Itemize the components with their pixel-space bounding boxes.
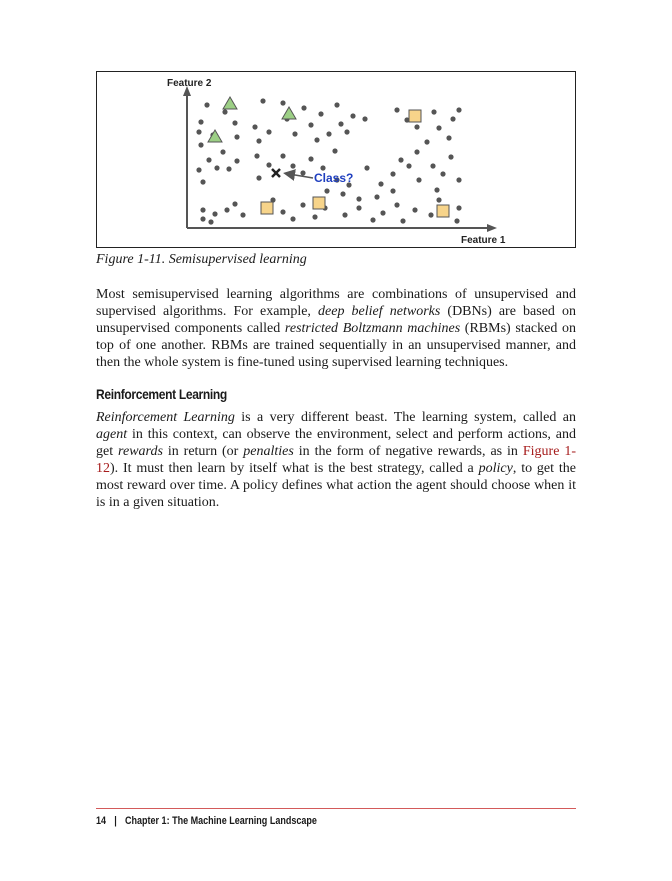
square-point: [261, 202, 273, 214]
data-point: [332, 148, 337, 153]
data-point: [356, 205, 361, 210]
section-heading: Reinforcement Learning: [96, 386, 227, 402]
term-rbm: restricted Boltzmann machines: [284, 321, 461, 336]
data-point: [414, 149, 419, 154]
y-axis-label: Feature 2: [167, 78, 212, 89]
data-point: [256, 138, 261, 143]
data-point: [308, 122, 313, 127]
x-axis-arrow: [487, 224, 497, 232]
data-point: [390, 188, 395, 193]
data-point: [448, 154, 453, 159]
data-point: [428, 212, 433, 217]
data-point: [266, 129, 271, 134]
data-point: [416, 177, 421, 182]
triangle-point: [223, 97, 237, 109]
data-point: [431, 109, 436, 114]
data-point: [318, 111, 323, 116]
data-point: [440, 171, 445, 176]
class-annotation: Class?: [314, 171, 354, 185]
data-point: [300, 202, 305, 207]
data-point: [240, 212, 245, 217]
data-point: [280, 153, 285, 158]
term-policy: policy: [478, 461, 513, 476]
term-penalties: penalties: [243, 444, 294, 459]
data-point: [436, 125, 441, 130]
data-point: [226, 166, 231, 171]
term-agent: agent: [96, 427, 128, 442]
data-point: [256, 175, 261, 180]
data-point: [370, 217, 375, 222]
text-run: Most semisupervised learning algorithms are combinations of unsupervised and supervised algorithms. For example,: [96, 287, 576, 319]
data-point: [434, 187, 439, 192]
data-point: [314, 137, 319, 142]
data-point: [446, 135, 451, 140]
data-point: [198, 142, 203, 147]
data-point: [414, 124, 419, 129]
data-point: [301, 105, 306, 110]
data-point: [340, 191, 345, 196]
data-point: [456, 177, 461, 182]
data-point: [200, 179, 205, 184]
term-rewards: rewards: [118, 444, 163, 459]
data-point: [212, 211, 217, 216]
data-point: [280, 100, 285, 105]
data-point: [200, 207, 205, 212]
data-point: [456, 205, 461, 210]
data-point: [450, 116, 455, 121]
data-point: [300, 170, 305, 175]
triangle-point: [208, 130, 222, 142]
footer-rule: [96, 808, 576, 809]
data-point: [326, 131, 331, 136]
text-run: ). It must then learn by itself what is the best strategy, called a: [110, 461, 479, 476]
text-run: is a very different beast. The learning system, called an: [234, 410, 577, 425]
footer-separator: |: [114, 815, 117, 827]
data-point: [232, 201, 237, 206]
data-point: [334, 102, 339, 107]
paragraph-reinforcement: [96, 409, 576, 511]
page-number: 14: [96, 815, 107, 827]
data-point: [454, 218, 459, 223]
data-point: [400, 218, 405, 223]
data-point: [224, 207, 229, 212]
data-point: [234, 158, 239, 163]
text-run: (DBNs) are based on unsupervised components called: [96, 304, 577, 336]
text-run: in return (or: [162, 444, 244, 459]
data-point: [254, 153, 259, 158]
data-point: [208, 219, 213, 224]
paragraph-semisupervised: [96, 286, 576, 371]
data-point: [456, 107, 461, 112]
data-point: [374, 194, 379, 199]
data-point: [424, 139, 429, 144]
data-point: [320, 165, 325, 170]
text-run: in this context, can observe the environment, select and perform actions, and get: [96, 427, 576, 459]
square-point: [409, 110, 421, 122]
data-point: [196, 167, 201, 172]
data-point: [290, 163, 295, 168]
term-reinforcement-learning: Reinforcement Learning: [96, 410, 235, 425]
data-point: [206, 157, 211, 162]
data-point: [344, 129, 349, 134]
data-point: [312, 214, 317, 219]
data-point: [308, 156, 313, 161]
semisupervised-figure: [96, 71, 576, 248]
data-point: [234, 134, 239, 139]
data-point: [412, 207, 417, 212]
term-dbn: deep belief networks: [318, 304, 441, 319]
data-point: [338, 121, 343, 126]
data-point: [394, 107, 399, 112]
data-point: [430, 163, 435, 168]
scatter-plot: [97, 72, 575, 247]
data-point: [198, 119, 203, 124]
data-point: [342, 212, 347, 217]
unlabeled-points: [196, 98, 461, 224]
chapter-title: Chapter 1: The Machine Learning Landscape: [124, 815, 317, 827]
data-point: [292, 131, 297, 136]
square-point: [313, 197, 325, 209]
square-point: [437, 205, 449, 217]
data-point: [324, 188, 329, 193]
query-point-x-icon: [272, 169, 280, 177]
data-point: [252, 124, 257, 129]
data-point: [280, 209, 285, 214]
data-point: [436, 197, 441, 202]
data-point: [390, 171, 395, 176]
figure-caption: Figure 1-11. Semisupervised learning: [96, 252, 307, 267]
data-point: [222, 109, 227, 114]
page-footer: [96, 815, 317, 827]
data-point: [378, 181, 383, 186]
data-point: [394, 202, 399, 207]
x-axis-label: Feature 1: [461, 235, 506, 246]
data-point: [290, 216, 295, 221]
data-point: [196, 129, 201, 134]
data-point: [350, 113, 355, 118]
data-point: [214, 165, 219, 170]
data-point: [380, 210, 385, 215]
data-point: [260, 98, 265, 103]
text-run: in the form of negative rewards, as in: [293, 444, 523, 459]
labeled-squares: [261, 110, 449, 217]
data-point: [406, 163, 411, 168]
triangle-point: [282, 107, 296, 119]
figure-1-12-link[interactable]: Figure 1-12: [96, 444, 577, 476]
text-run: (RBMs) stacked on top of one another. RBMs are trained sequentially in an unsupervised manner, and then the whole system is fine-tuned using supervised learning techniques.: [96, 321, 576, 370]
data-point: [362, 116, 367, 121]
data-point: [356, 196, 361, 201]
data-point: [200, 216, 205, 221]
data-point: [266, 162, 271, 167]
data-point: [220, 149, 225, 154]
text-run: , to get the most reward over time. A policy defines what action the agent should choose when it is in a given situation.: [96, 461, 576, 510]
data-point: [398, 157, 403, 162]
data-point: [364, 165, 369, 170]
data-point: [204, 102, 209, 107]
data-point: [232, 120, 237, 125]
